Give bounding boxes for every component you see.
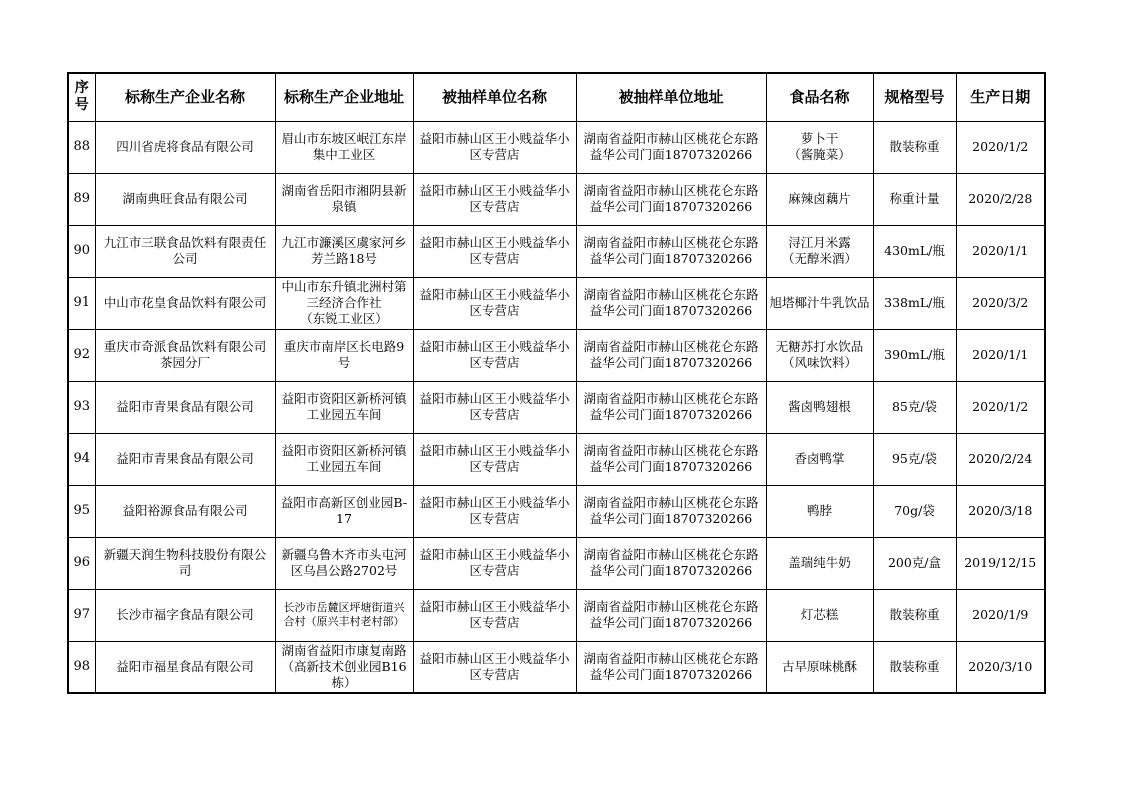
cell-sampled-unit: 益阳市赫山区王小贱益华小区专营店 xyxy=(413,173,576,225)
cell-company-address: 湖南省岳阳市湘阴县新泉镇 xyxy=(275,173,413,225)
cell-sampled-unit: 益阳市赫山区王小贱益华小区专营店 xyxy=(413,485,576,537)
cell-company: 益阳裕源食品有限公司 xyxy=(95,485,275,537)
cell-spec: 70g/袋 xyxy=(873,485,956,537)
cell-spec: 390mL/瓶 xyxy=(873,329,956,381)
cell-date: 2020/1/1 xyxy=(956,225,1045,277)
cell-sampled-unit: 益阳市赫山区王小贱益华小区专营店 xyxy=(413,537,576,589)
cell-seq: 91 xyxy=(68,277,95,329)
table-row xyxy=(68,537,1045,589)
cell-sampled-unit: 益阳市赫山区王小贱益华小区专营店 xyxy=(413,641,576,693)
cell-seq: 94 xyxy=(68,433,95,485)
cell-company: 中山市花皇食品饮料有限公司 xyxy=(95,277,275,329)
cell-food: 盖瑞纯牛奶 xyxy=(766,537,873,589)
cell-company: 长沙市福字食品有限公司 xyxy=(95,589,275,641)
cell-company: 湖南典旺食品有限公司 xyxy=(95,173,275,225)
cell-company: 九江市三联食品饮料有限责任公司 xyxy=(95,225,275,277)
table-row xyxy=(68,381,1045,433)
cell-company: 益阳市福星食品有限公司 xyxy=(95,641,275,693)
table-row xyxy=(68,121,1045,173)
cell-food: 古早原味桃酥 xyxy=(766,641,873,693)
cell-sampled-address: 湖南省益阳市赫山区桃花仑东路益华公司门面18707320266 xyxy=(576,277,766,329)
cell-spec: 散装称重 xyxy=(873,589,956,641)
cell-seq: 88 xyxy=(68,121,95,173)
cell-company-address: 九江市濂溪区虞家河乡芳兰路18号 xyxy=(275,225,413,277)
cell-spec: 338mL/瓶 xyxy=(873,277,956,329)
cell-sampled-address: 湖南省益阳市赫山区桃花仑东路益华公司门面18707320266 xyxy=(576,589,766,641)
table-row xyxy=(68,589,1045,641)
cell-sampled-unit: 益阳市赫山区王小贱益华小区专营店 xyxy=(413,277,576,329)
cell-company-address: 新疆乌鲁木齐市头屯河区乌昌公路2702号 xyxy=(275,537,413,589)
table-row xyxy=(68,641,1045,693)
table-row xyxy=(68,485,1045,537)
cell-company-address: 益阳市资阳区新桥河镇工业园五车间 xyxy=(275,381,413,433)
cell-seq: 90 xyxy=(68,225,95,277)
table-row xyxy=(68,173,1045,225)
cell-food: 旭塔椰汁牛乳饮品 xyxy=(766,277,873,329)
cell-company: 四川省虎将食品有限公司 xyxy=(95,121,275,173)
cell-food: 鸭脖 xyxy=(766,485,873,537)
cell-date: 2020/1/2 xyxy=(956,381,1045,433)
cell-company: 新疆天润生物科技股份有限公司 xyxy=(95,537,275,589)
cell-company-address: 益阳市资阳区新桥河镇工业园五车间 xyxy=(275,433,413,485)
header-spec: 规格型号 xyxy=(873,73,956,121)
cell-sampled-unit: 益阳市赫山区王小贱益华小区专营店 xyxy=(413,121,576,173)
cell-spec: 散装称重 xyxy=(873,121,956,173)
cell-sampled-address: 湖南省益阳市赫山区桃花仑东路益华公司门面18707320266 xyxy=(576,537,766,589)
cell-seq: 92 xyxy=(68,329,95,381)
cell-spec: 95克/袋 xyxy=(873,433,956,485)
cell-company-address: 益阳市高新区创业园B-17 xyxy=(275,485,413,537)
cell-date: 2020/3/18 xyxy=(956,485,1045,537)
header-company: 标称生产企业名称 xyxy=(95,73,275,121)
table-row xyxy=(68,225,1045,277)
cell-seq: 93 xyxy=(68,381,95,433)
cell-date: 2020/2/24 xyxy=(956,433,1045,485)
cell-company-address: 长沙市岳麓区坪塘街道兴合村（原兴丰村老村部） xyxy=(275,589,413,641)
header-row xyxy=(68,73,1045,121)
cell-food: 浔江月米露 （无醇米酒） xyxy=(766,225,873,277)
cell-seq: 95 xyxy=(68,485,95,537)
cell-company-address: 眉山市东坡区岷江东岸集中工业区 xyxy=(275,121,413,173)
header-sampled-unit: 被抽样单位名称 xyxy=(413,73,576,121)
cell-date: 2019/12/15 xyxy=(956,537,1045,589)
cell-company: 益阳市青果食品有限公司 xyxy=(95,433,275,485)
cell-sampled-address: 湖南省益阳市赫山区桃花仑东路益华公司门面18707320266 xyxy=(576,225,766,277)
cell-date: 2020/1/1 xyxy=(956,329,1045,381)
cell-food: 香卤鸭掌 xyxy=(766,433,873,485)
cell-date: 2020/3/10 xyxy=(956,641,1045,693)
cell-sampled-address: 湖南省益阳市赫山区桃花仑东路益华公司门面18707320266 xyxy=(576,173,766,225)
cell-date: 2020/2/28 xyxy=(956,173,1045,225)
cell-date: 2020/3/2 xyxy=(956,277,1045,329)
cell-sampled-address: 湖南省益阳市赫山区桃花仑东路益华公司门面18707320266 xyxy=(576,433,766,485)
cell-date: 2020/1/9 xyxy=(956,589,1045,641)
header-seq: 序号 xyxy=(68,73,95,121)
header-sampled-address: 被抽样单位地址 xyxy=(576,73,766,121)
cell-sampled-unit: 益阳市赫山区王小贱益华小区专营店 xyxy=(413,433,576,485)
cell-company: 重庆市奇派食品饮料有限公司茶园分厂 xyxy=(95,329,275,381)
cell-sampled-unit: 益阳市赫山区王小贱益华小区专营店 xyxy=(413,329,576,381)
cell-sampled-address: 湖南省益阳市赫山区桃花仑东路益华公司门面18707320266 xyxy=(576,485,766,537)
cell-food: 灯芯糕 xyxy=(766,589,873,641)
header-food: 食品名称 xyxy=(766,73,873,121)
cell-sampled-unit: 益阳市赫山区王小贱益华小区专营店 xyxy=(413,589,576,641)
header-company-address: 标称生产企业地址 xyxy=(275,73,413,121)
cell-company: 益阳市青果食品有限公司 xyxy=(95,381,275,433)
header-date: 生产日期 xyxy=(956,73,1045,121)
cell-spec: 称重计量 xyxy=(873,173,956,225)
cell-sampled-address: 湖南省益阳市赫山区桃花仑东路益华公司门面18707320266 xyxy=(576,329,766,381)
cell-sampled-address: 湖南省益阳市赫山区桃花仑东路益华公司门面18707320266 xyxy=(576,381,766,433)
cell-food: 萝卜干 （酱腌菜） xyxy=(766,121,873,173)
cell-spec: 200克/盒 xyxy=(873,537,956,589)
cell-spec: 430mL/瓶 xyxy=(873,225,956,277)
cell-seq: 98 xyxy=(68,641,95,693)
cell-spec: 散装称重 xyxy=(873,641,956,693)
cell-food: 麻辣卤藕片 xyxy=(766,173,873,225)
cell-date: 2020/1/2 xyxy=(956,121,1045,173)
cell-company-address: 中山市东升镇北洲村第三经济合作社 （东锐工业区） xyxy=(275,277,413,329)
cell-food: 无糖苏打水饮品 （风味饮料） xyxy=(766,329,873,381)
table-row xyxy=(68,329,1045,381)
cell-company-address: 重庆市南岸区长电路9号 xyxy=(275,329,413,381)
cell-seq: 89 xyxy=(68,173,95,225)
cell-seq: 96 xyxy=(68,537,95,589)
cell-seq: 97 xyxy=(68,589,95,641)
table-row xyxy=(68,433,1045,485)
cell-sampled-address: 湖南省益阳市赫山区桃花仑东路益华公司门面18707320266 xyxy=(576,121,766,173)
table-row xyxy=(68,277,1045,329)
cell-company-address: 湖南省益阳市康复南路（高新技术创业园B16栋） xyxy=(275,641,413,693)
cell-sampled-address: 湖南省益阳市赫山区桃花仑东路益华公司门面18707320266 xyxy=(576,641,766,693)
cell-food: 酱卤鸭翅根 xyxy=(766,381,873,433)
cell-sampled-unit: 益阳市赫山区王小贱益华小区专营店 xyxy=(413,381,576,433)
cell-spec: 85克/袋 xyxy=(873,381,956,433)
cell-sampled-unit: 益阳市赫山区王小贱益华小区专营店 xyxy=(413,225,576,277)
sampling-results-table xyxy=(67,72,1046,694)
